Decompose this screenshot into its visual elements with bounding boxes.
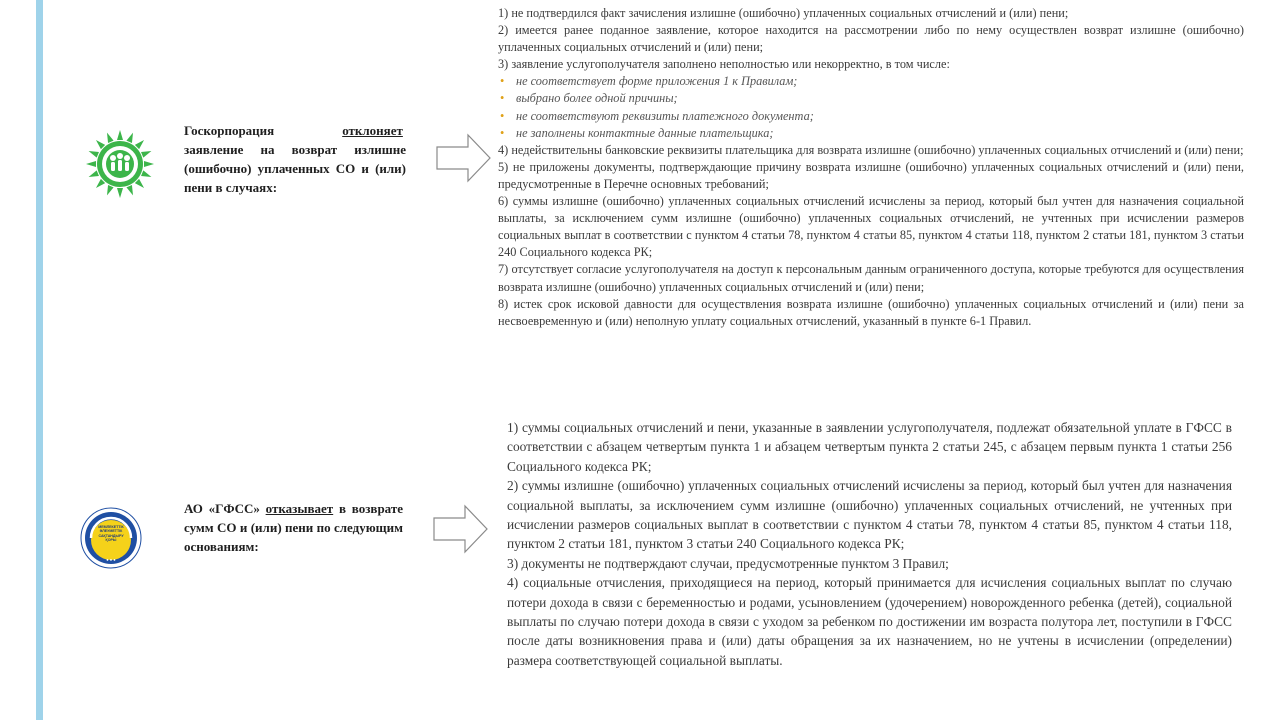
section2-label (184, 499, 403, 556)
section2-item: 4) социальные отчисления, приходящиеся на период, который принимается для исчисления социальных выплат по случаю потери дохода в связи с беременностью и родами, усыновлением (удочерением) новорожденного ребенка (детей), социальной выплаты по случаю потери дохода в связи с уходом за ребенком по достижении им возраста полутора лет, поступили в ГФСС после даты возникновения права и (или) даты обращения за их назначением, но не учтены в исчислении (определении) размера соответствующей социальной выплаты. (507, 575, 1232, 668)
section1-item: 8) истек срок исковой давности для осуществления возврата излишне (ошибочно) уплаченных социальных отчислений и (или) пени за несвоевременную и (или) неполную уплату социальных отчислений, указанный в пункте 6-1 Правил. (498, 296, 1244, 328)
section1-item: 2) имеется ранее поданное заявление, которое находится на рассмотрении либо по нему осуществлен возврат излишне (ошибочно) уплаченных социальных отчислений и (или) пени; (498, 23, 1244, 55)
section1-label (184, 121, 406, 197)
section1-label-suffix: заявление на возврат излишне (ошибочно) уплаченных СО и (или) пени в случаях: (184, 142, 406, 195)
arrow-right-icon (433, 504, 489, 554)
svg-text:● ● ●: ● ● ● (106, 557, 116, 562)
section1-text (498, 5, 1244, 330)
section2-label-verb: отказывает (265, 501, 334, 516)
section1-item: 7) отсутствует согласие услугополучателя на доступ к персональным данным ограниченного доступа, которые требуются для осуществления возврата излишне (ошибочно) уплаченных социальных отчислений и (или) пени; (498, 262, 1244, 294)
section2-item: 3) документы не подтверждают случаи, предусмотренные пунктом 3 Правил; (507, 555, 949, 571)
section2-label-suffix: в возврате сумм СО и (или) пени по следующим основаниям: (184, 501, 403, 554)
section1-item: 5) не приложены документы, подтверждающие причину возврата излишне (ошибочно) уплаченных социальных отчислений и (или) пени, предусмотренные в Перечне основных требований; (498, 159, 1244, 191)
section1-label-prefix: Госкорпорация (184, 123, 275, 138)
section1-bullet: • не заполнены контактные данные плательщика; (498, 125, 1244, 142)
section1-item: 6) суммы излишне (ошибочно) уплаченных социальных отчислений исчислены за период, который был учтен для назначения социальной выплаты, за исключением сумм излишне (ошибочно) уплаченных социальных отчислений, не учтенных при исчислении размеров социальных выплат в соответствии с пунктом 4 статьи 78, пунктом 4 статьи 85, пунктом 4 статьи 118, пунктом 2 статьи 181, пунктом 3 статьи 240 Социального кодекса РК; (498, 194, 1244, 260)
section2-item: 2) суммы излишне (ошибочно) уплаченных социальных отчислений исчислены за период, который был учтен для назначения социальной выплаты, за исключением сумм излишне (ошибочно) уплаченных социальных отчислений, не учтенных при исчислении размеров социальных выплат в соответствии с пунктом 4 статьи 78, пунктом 4 статьи 85, пунктом 4 статьи 118, пунктом 2 статьи 181, пунктом 3 статьи 240 Социального кодекса РК; (507, 478, 1232, 552)
section1-item: 1) не подтвердился факт зачисления излишне (ошибочно) уплаченных социальных отчислений и (или) пени; (498, 6, 1069, 20)
arrow-right-icon (436, 133, 492, 183)
section1-bullet: • не соответствуют реквизиты платежного документа; (498, 108, 1244, 125)
section1-bullet: • выбрано более одной причины; (498, 90, 1244, 107)
gfss-logo-text: МЕМЛЕКЕТТІК ӘЛЕУМЕТТІК САҚТАНДЫРУ ҚОРЫ (98, 525, 124, 543)
section2-label-prefix: АО «ГФСС» (184, 501, 260, 516)
section2-text (507, 418, 1232, 670)
section1-bullet: • не соответствует форме приложения 1 к Правилам; (498, 73, 1244, 90)
section1-item: 4) недействительны банковские реквизиты плательщика для возврата излишне (ошибочно) уплаченных социальных отчислений и (или) пени; (498, 142, 1244, 157)
section2-item: 1) суммы социальных отчислений и пени, указанные в заявлении услугополучателя, подлежат обязательной уплате в ГФСС в соответствии с абзацем четвертым пункта 1 и абзацем четвертым пункта 2 статьи 245, с абзацем первым пункта 1 статьи 256 Социального кодекса РК; (507, 420, 1232, 474)
section1-item: 3) заявление услугополучателя заполнено неполностью или некорректно, в том числе: (498, 57, 950, 72)
goskorporatsiya-logo (83, 127, 157, 201)
accent-side-bar (36, 0, 43, 720)
section1-label-verb: отклоняет (342, 123, 403, 138)
